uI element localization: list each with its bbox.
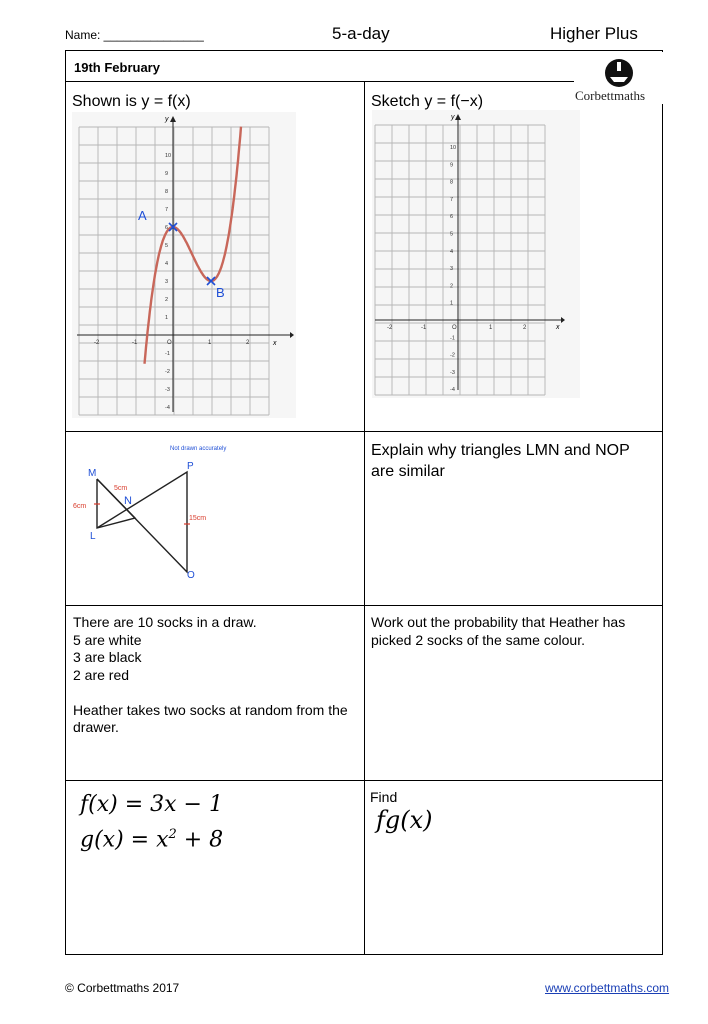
x-tick-label: -2	[94, 340, 100, 346]
x-tick-label: 2	[246, 340, 250, 346]
y-tick-label: -3	[450, 369, 455, 376]
name-field-label: Name: _______________	[65, 28, 204, 42]
q1-graph-background	[72, 112, 296, 418]
y-tick-label: 4	[450, 248, 454, 255]
logo-text: Corbettmaths	[575, 88, 646, 103]
x-tick-label: O	[167, 340, 172, 346]
x-tick-label: 2	[523, 325, 527, 331]
x-tick-label: -2	[387, 325, 393, 331]
q5-line-2: 5 are white	[73, 631, 142, 648]
point-a-label: A	[138, 208, 147, 223]
y-tick-label: 6	[165, 225, 169, 231]
x-tick-label: -1	[132, 340, 138, 346]
x-tick-label: 1	[208, 340, 212, 346]
y-tick-label: 5	[165, 243, 169, 249]
x-tick-label: O	[452, 325, 457, 331]
y-tick-label: -4	[450, 387, 455, 394]
column-divider	[364, 82, 365, 955]
x-tick-label: 1	[489, 325, 493, 331]
g-tail: + 8	[176, 827, 224, 853]
y-tick-label: 6	[450, 214, 454, 221]
q8-expression: fg(x)	[376, 806, 433, 834]
y-tick-label: -2	[165, 369, 170, 375]
worksheet-title: 5-a-day	[332, 24, 390, 43]
triangle-nop	[97, 472, 187, 572]
x-tick-label: -1	[421, 325, 427, 331]
q1-prompt: Shown is y = f(x)	[72, 93, 191, 110]
q1-graph	[72, 112, 296, 418]
label-l: L	[90, 531, 96, 542]
q8-label: Find	[370, 789, 398, 805]
label-p: P	[187, 461, 194, 472]
footer-link[interactable]: www.corbettmaths.com	[545, 981, 670, 995]
point-b-label: B	[216, 285, 225, 300]
y-tick-label: -2	[450, 352, 455, 359]
f-definition: f(x) = 3x − 1	[80, 792, 223, 817]
y-tick-label: -4	[165, 405, 170, 411]
length-mn: 5cm	[114, 485, 128, 492]
footer-copyright: © Corbettmaths 2017	[65, 981, 180, 995]
q3-note: Not drawn accurately	[170, 446, 227, 452]
label-m: M	[88, 468, 97, 479]
y-tick-label: 9	[165, 171, 169, 177]
y-tick-label: 2	[165, 297, 169, 303]
q5-text	[73, 614, 358, 737]
label-n: N	[124, 495, 132, 507]
y-tick-label: 2	[450, 283, 454, 290]
y-tick-label: -1	[165, 351, 170, 357]
y-tick-label: 1	[165, 315, 169, 321]
q5-line-1: There are 10 socks in a draw.	[73, 614, 257, 630]
q2-prompt: Sketch y = f(−x)	[371, 93, 484, 110]
y-tick-label: -1	[450, 335, 455, 342]
y-tick-label: 1	[450, 300, 454, 307]
label-o: O	[187, 570, 195, 581]
q2-y-label: y	[451, 114, 455, 121]
q2-x-label: x	[556, 324, 560, 331]
g-definition	[80, 827, 223, 852]
g-base: g(x) = x	[80, 827, 169, 853]
date-label: 19th February	[74, 60, 160, 75]
y-tick-label: 9	[450, 162, 454, 169]
y-tick-label: 4	[165, 261, 169, 267]
y-tick-label: 3	[450, 266, 454, 273]
q5-action: Heather takes two socks at random from the drawer.	[73, 701, 348, 735]
y-tick-label: 10	[450, 145, 457, 151]
q4-prompt: Explain why triangles LMN and NOP are similar	[371, 442, 630, 480]
q1-y-label: y	[165, 116, 169, 123]
g-exponent: 2	[168, 827, 177, 842]
q2-graph	[372, 110, 580, 398]
q3-triangles-diagram	[70, 438, 270, 588]
corbettmaths-logo-icon	[574, 52, 666, 92]
q5-line-3: 3 are black	[73, 649, 142, 665]
q1-x-label: x	[273, 340, 277, 347]
q2-graph-background	[372, 110, 580, 398]
level-label: Higher Plus	[550, 24, 638, 43]
y-tick-label: 3	[165, 279, 169, 285]
y-tick-label: -3	[165, 387, 170, 393]
y-tick-label: 10	[165, 153, 172, 159]
q6-prompt: Work out the probability that Heather has picked 2 socks of the same colour.	[371, 614, 626, 648]
y-tick-label: 7	[165, 207, 169, 213]
length-ml: 6cm	[73, 503, 87, 510]
y-tick-label: 8	[450, 179, 454, 186]
q5-line-4: 2 are red	[73, 666, 130, 683]
length-po: 15cm	[189, 515, 207, 522]
y-tick-label: 5	[450, 231, 454, 238]
y-tick-label: 8	[165, 189, 169, 195]
y-tick-label: 7	[450, 196, 454, 203]
